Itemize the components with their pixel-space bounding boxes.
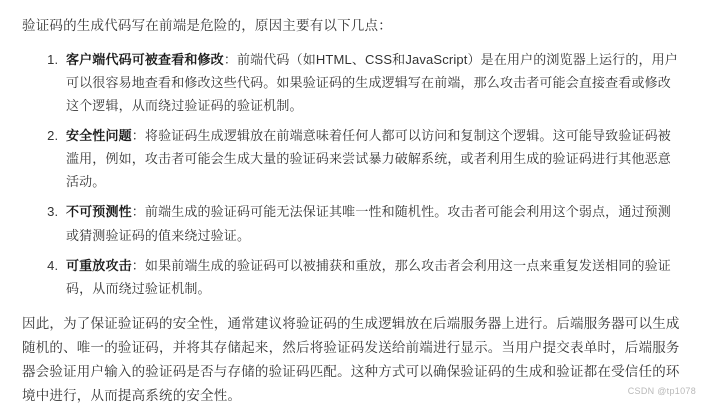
reason-separator: ： xyxy=(131,128,145,143)
list-item xyxy=(62,200,682,246)
reason-term: 客户端代码可被查看和修改 xyxy=(66,51,224,67)
list-item xyxy=(62,48,682,117)
intro-paragraph: 验证码的生成代码写在前端是危险的，原因主要有以下几点： xyxy=(22,18,392,33)
reason-text: 如果前端生成的验证码可以被捕获和重放，那么攻击者会利用这一点来重复发送相同的验证码，从而绕过验证机制。 xyxy=(66,257,671,296)
reasons-list xyxy=(22,48,682,300)
list-item xyxy=(62,124,682,193)
reason-term: 不可预测性 xyxy=(66,204,132,220)
reason-text: 前端代码（如HTML、CSS和JavaScript）是在用户的浏览器上运行的，用户可以很容易地查看和修改这些代码。如果验证码的生成逻辑写在前端，那么攻击者可能会直接查看或修改这个逻辑，从而绕过验证码的验证机制。 xyxy=(66,51,678,113)
closing-paragraph: 因此，为了保证验证码的安全性，通常建议将验证码的生成逻辑放在后端服务器上进行。后端服务器可以生成随机的、唯一的验证码，并将其存储起来，然后将验证码发送给前端进行显示。当用户提交表单时，后端服务器会验证用户输入的验证码是否与存储的验证码匹配。这种方式可以确保验证码的生成和验证都在受信任的环境中进行，从而提高系统的安全性。 xyxy=(22,315,680,403)
reason-separator: ： xyxy=(131,204,145,220)
reason-term: 可重放攻击 xyxy=(66,257,132,273)
list-item xyxy=(62,254,682,300)
reason-term: 安全性问题 xyxy=(66,128,132,143)
reason-separator: ： xyxy=(131,257,145,273)
reason-text: 将验证码生成逻辑放在前端意味着任何人都可以访问和复制这个逻辑。这可能导致验证码被滥用，例如，攻击者可能会生成大量的验证码来尝试暴力破解系统，或者利用生成的验证码进行其他恶意活动。 xyxy=(66,128,671,190)
reason-separator: ： xyxy=(223,51,237,67)
reason-text: 前端生成的验证码可能无法保证其唯一性和随机性。攻击者可能会利用这个弱点，通过预测或猜测验证码的值来绕过验证。 xyxy=(66,204,671,243)
watermark: CSDN @tp1078 xyxy=(627,386,696,396)
